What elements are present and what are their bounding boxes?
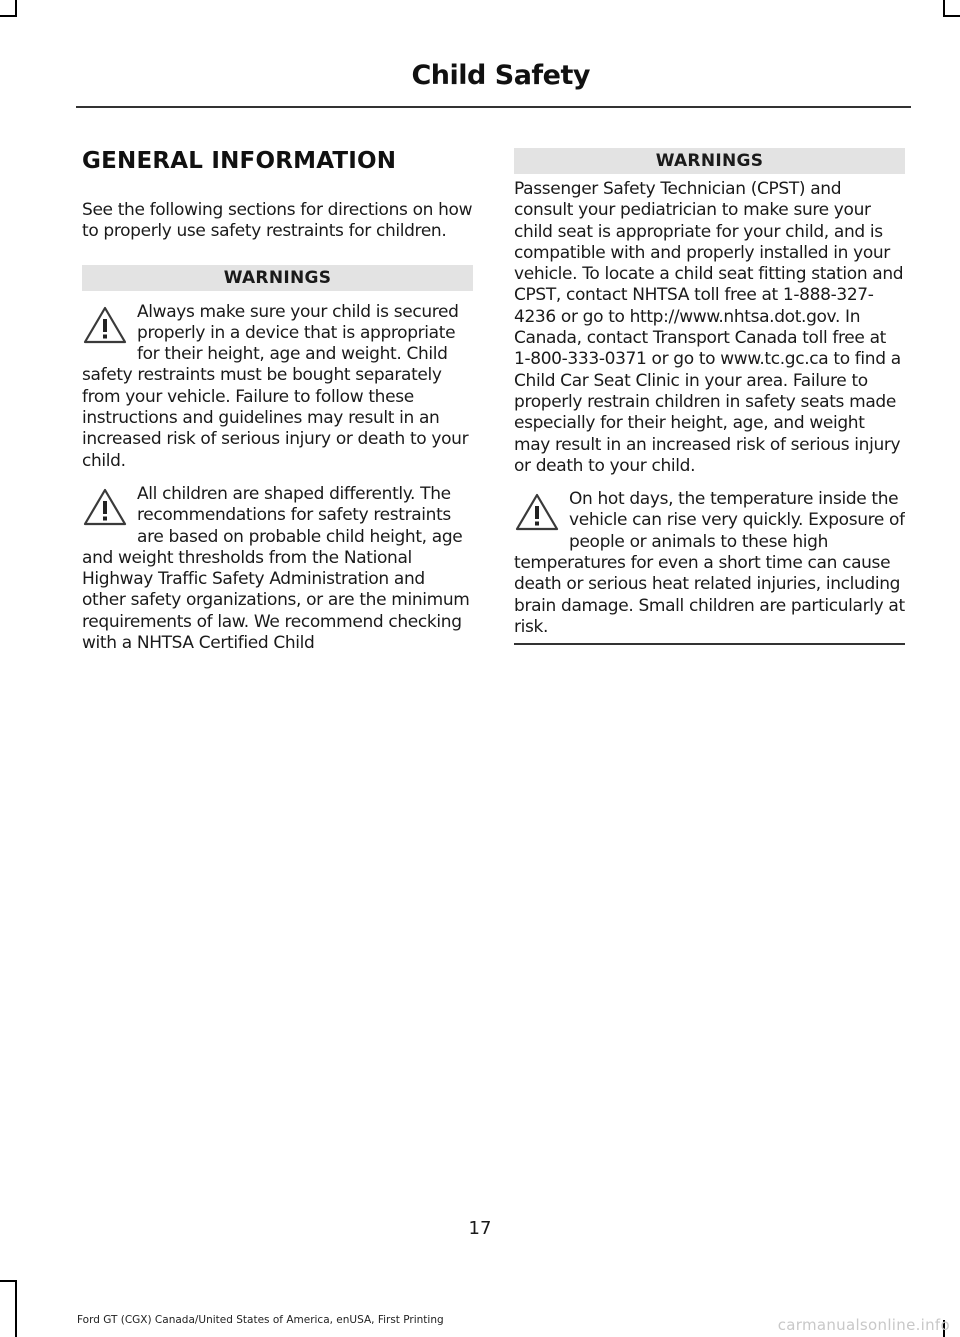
warning-text: All children are shaped differently. The recommendations for safety restraints are based on probable child height, age and weight thresholds from the National Highway Traffic Safety Administration and other safety organizations, or are the minimum requirements of law. We recommend checking with a NHTSA Certified Child [82, 483, 470, 654]
right-column [514, 148, 905, 645]
warning-item [82, 484, 473, 654]
footer-text: Ford GT (CGX) Canada/United States of America, enUSA, First Printing [77, 1314, 444, 1326]
warnings-header: WARNINGS [82, 265, 473, 291]
crop-mark [0, 1280, 17, 1282]
warning-text: On hot days, the temperature inside the vehicle can rise very quickly. Exposure of people or animals to these high temperatures for even a short time can cause death or serious heat related injuries, including brain damage. Small children are particularly at risk. [514, 489, 905, 637]
crop-mark [0, 15, 17, 17]
intro-paragraph: See the following sections for directions on how to properly use safety restraints for children. [82, 200, 473, 242]
section-heading: GENERAL INFORMATION [82, 148, 397, 174]
warning-item [82, 302, 473, 472]
warning-triangle-icon [514, 492, 560, 532]
crop-mark [943, 15, 960, 17]
warning-triangle-icon [82, 487, 128, 527]
warning-continued-text: Passenger Safety Technician (CPST) and consult your pediatrician to make sure your child seat is appropriate for your child, and is compatible with and properly installed in your vehicle. To locate a child seat fitting station and CPST, contact NHTSA toll free at 1-888-327-4236 or go to http://www.nhtsa.dot.gov. In Canada, contact Transport Canada toll free at 1-800-333-0371 or go to www.tc.gc.ca to find a Child Car Seat Clinic in your area. Failure to properly restrain children in safety seats made especially for their height, age, and weight may result in an increased risk of serious injury or death to your child. [514, 179, 904, 476]
warnings-header: WARNINGS [514, 148, 905, 174]
page-title: Child Safety [411, 60, 590, 91]
warnings-end-rule [514, 643, 905, 645]
watermark: carmanualsonline.info [777, 1316, 950, 1334]
warning-item [514, 489, 905, 638]
left-column [82, 148, 473, 654]
header-divider [76, 106, 911, 108]
warning-text: Always make sure your child is secured properly in a device that is appropriate for their height, age and weight. Child safety restraints must be bought separately from your vehicle. Failure to follow these instructions and guidelines may result in an increased risk of serious injury or death to your child. [82, 301, 469, 471]
page-number: 17 [468, 1218, 492, 1239]
warning-triangle-icon [82, 305, 128, 345]
crop-mark [15, 1280, 17, 1337]
